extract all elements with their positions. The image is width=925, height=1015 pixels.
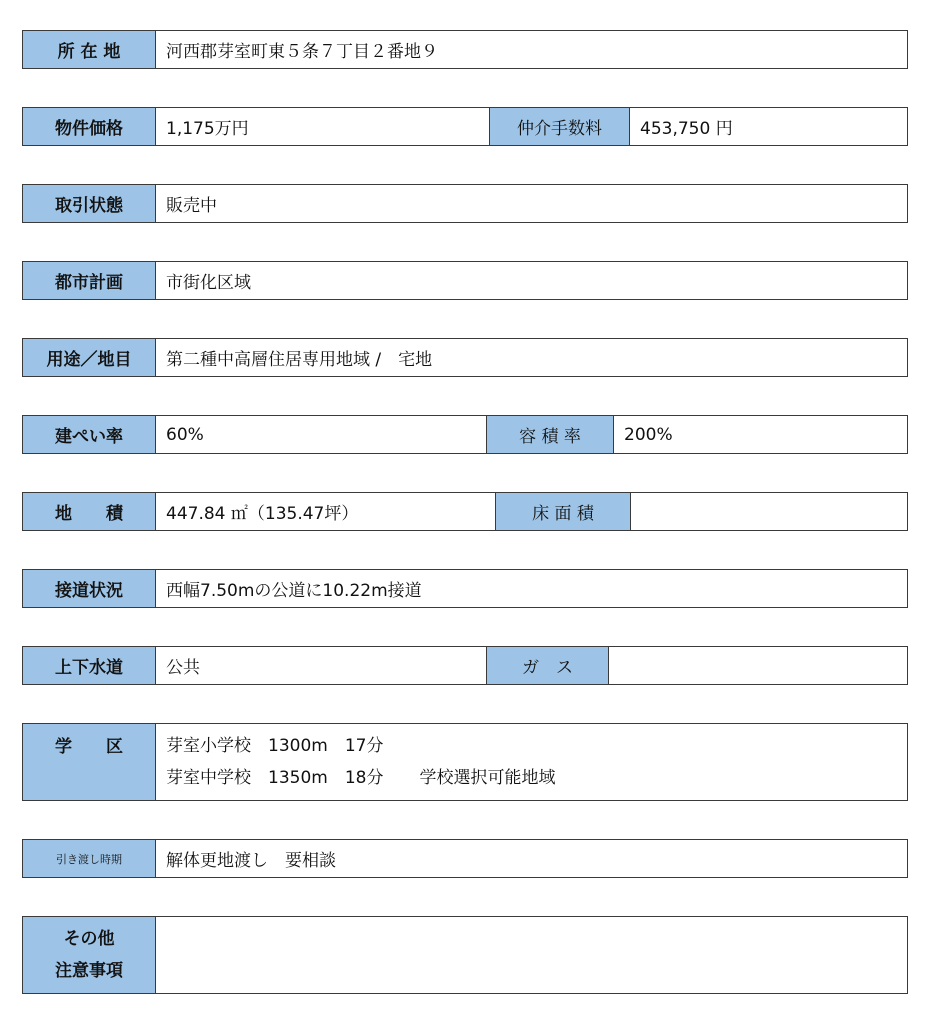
far-value: 200% [624,424,673,445]
zoning-label: 用途／地目 [23,339,156,376]
road-value: 西幅7.50mの公道に10.22m接道 [166,581,422,601]
area-row [22,492,908,531]
gas-value [609,647,907,684]
notes-label-line2: 注意事項 [55,961,123,981]
status-row [22,184,908,223]
zoning-value: 第二種中高層住居専用地域 / 宅地 [166,350,433,370]
fee-label: 仲介手数料 [489,108,630,145]
area-label: 地 積 [23,493,156,530]
school-value [156,724,907,800]
status-value: 販売中 [166,196,217,216]
location-value: 河西郡芽室町東５条７丁目２番地９ [166,42,438,62]
school-junior-text: 芽室中学校 1350m 18分 [166,768,384,788]
coverage-value: 60% [166,424,204,445]
area-value: 447.84 ㎡（135.47坪） [166,504,359,524]
floor-area-label: 床 面 積 [495,493,631,530]
school-row [22,723,908,801]
urban-plan-row [22,261,908,300]
location-label: 所 在 地 [23,31,156,68]
notes-row [22,916,908,994]
water-label: 上下水道 [23,647,156,684]
status-label: 取引状態 [23,185,156,222]
zoning-row [22,338,908,377]
handover-row [22,839,908,878]
utilities-row [22,646,908,685]
school-line-elementary: 芽室小学校 1300m 17分 [166,736,384,756]
notes-label [23,917,156,993]
location-row [22,30,908,69]
price-row [22,107,908,146]
water-value: 公共 [166,658,200,678]
price-value: 1,175万円 [166,119,249,139]
school-choice-note: 学校選択可能地域 [419,768,556,788]
road-row [22,569,908,608]
notes-value [156,917,907,993]
urban-plan-label: 都市計画 [23,262,156,299]
notes-label-line1: その他 [63,929,115,949]
urban-plan-value: 市街化区域 [166,273,251,293]
school-line-junior [166,762,555,794]
road-label: 接道状況 [23,570,156,607]
floor-area-value [631,493,907,530]
fee-value: 453,750 円 [640,119,733,139]
coverage-row [22,415,908,454]
handover-label: 引き渡し時期 [23,840,156,877]
gas-label: ガ ス [486,647,609,684]
far-label: 容 積 率 [486,416,614,453]
handover-value: 解体更地渡し 要相談 [166,851,336,871]
coverage-label: 建ぺい率 [23,416,156,453]
school-label: 学 区 [23,724,156,800]
price-label: 物件価格 [23,108,156,145]
